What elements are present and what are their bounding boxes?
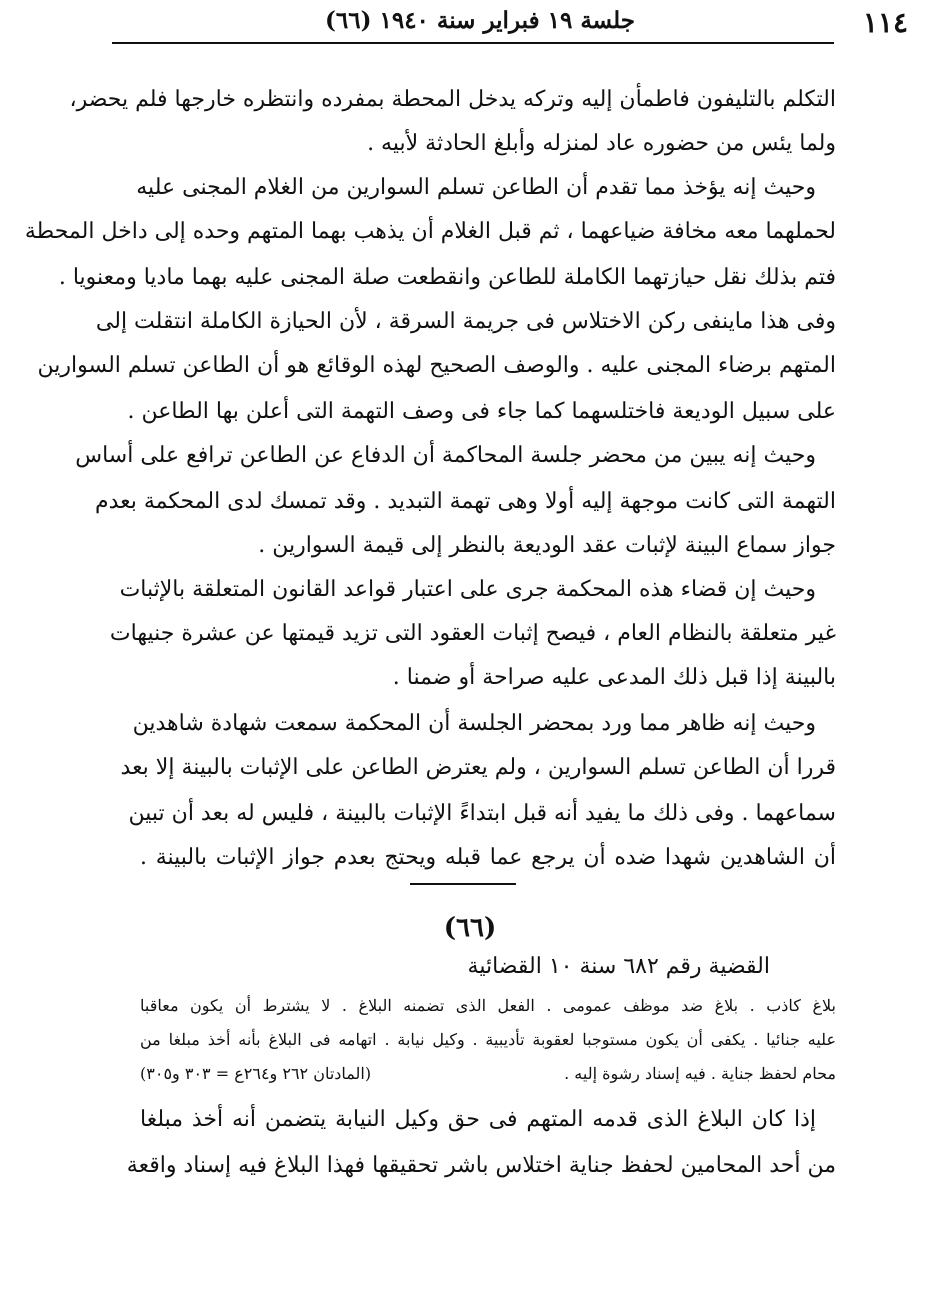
body-line: المتهم برضاء المجنى عليه . والوصف الصحيح لهذه الوقائع هو أن الطاعن تسلم السوارين [37, 353, 836, 378]
summary-text: محام لحفظ جناية . فيه إسناد رشوة إليه . [564, 1064, 836, 1083]
body-line: وفى هذا ماينفى ركن الاختلاس فى جريمة السرقة ، لأن الحيازة الكاملة انتقلت إلى [95, 309, 836, 334]
body-line: لحملهما معه مخافة ضياعهما ، ثم قبل الغلام أن يذهب بهما المتهم وحده إلى داخل المحطة [24, 219, 836, 244]
case-reference: القضية رقم ٦٨٢ سنة ١٠ القضائية [467, 954, 770, 979]
paragraph-first-line: وحيث إن قضاء هذه المحكمة جرى على اعتبار قواعد القانون المتعلقة بالإثبات [119, 577, 816, 602]
paragraph-first-line: وحيث إنه ظاهر مما ورد بمحضر الجلسة أن المحكمة سمعت شهادة شاهدين [132, 711, 816, 736]
section-divider [410, 883, 516, 885]
cited-articles: (المادتان ٢٦٢ و٢٦٤ع = ٣٠٣ و٣٠٥) [140, 1064, 372, 1083]
body-line: على سبيل الوديعة فاختلسهما كما جاء فى وصف التهمة التى أعلن بها الطاعن . [127, 399, 836, 424]
body-line: من أحد المحامين لحفظ جناية اختلاس باشر تحقيقها فهذا البلاغ فيه إسناد واقعة [126, 1153, 836, 1178]
header-rule [112, 42, 834, 44]
body-line: أن الشاهدين شهدا ضده أن يرجع عما قبله ويحتج بعدم جواز الإثبات بالبينة . [140, 845, 836, 870]
body-line: سماعهما . وفى ذلك ما يفيد أنه قبل ابتداءً الإثبات بالبينة ، فليس له بعد أن تبين [128, 801, 836, 826]
body-line: قررا أن الطاعن تسلم السوارين ، ولم يعترض الطاعن على الإثبات بالبينة إلا بعد [120, 755, 836, 780]
body-line: غير متعلقة بالنظام العام ، فيصح إثبات العقود التى تزيد قيمتها عن عشرة جنيهات [109, 621, 836, 646]
summary-line: عليه جنائيا . يكفى أن يكون مستوجبا لعقوبة تأديبية . وكيل نيابة . اتهامه فى البلاغ بأنه أخذ مبلغا من [140, 1030, 836, 1049]
body-line: ولما يئس من حضوره عاد لمنزله وأبلغ الحادثة لأبيه . [367, 131, 836, 156]
body-line: التهمة التى كانت موجهة إليه أولا وهى تهمة التبديد . وقد تمسك لدى المحكمة بعدم [94, 489, 836, 514]
running-title: جلسة ١٩ فبراير سنة ١٩٤٠ (٦٦) [324, 7, 636, 34]
summary-line: بلاغ كاذب . بلاغ ضد موظف عمومى . الفعل الذى تضمنه البلاغ . لا يشترط أن يكون معاقبا [140, 996, 836, 1015]
case-number: (٦٦) [443, 913, 497, 943]
paragraph-first-line: وحيث إنه يبين من محضر جلسة المحاكمة أن الدفاع عن الطاعن ترافع على أساس [75, 443, 816, 468]
body-line: بالبينة إذا قبل ذلك المدعى عليه صراحة أو ضمنا . [392, 665, 836, 690]
body-line: جواز سماع البينة لإثبات عقد الوديعة بالنظر إلى قيمة السوارين . [258, 533, 836, 558]
paragraph-first-line: وحيث إنه يؤخذ مما تقدم أن الطاعن تسلم السوارين من الغلام المجنى عليه [136, 175, 816, 200]
judgment-first-line: إذا كان البلاغ الذى قدمه المتهم فى حق وكيل النيابة يتضمن أنه أخذ مبلغا [140, 1107, 816, 1132]
body-line: التكلم بالتليفون فاطمأن إليه وتركه يدخل المحطة بمفرده وانتظره خارجها فلم يحضر، [69, 87, 836, 112]
page-number: ١١٤ [862, 6, 908, 39]
body-line: فتم بذلك نقل حيازتهما الكاملة للطاعن وانقطعت صلة المجنى عليه بهما ماديا ومعنويا . [58, 265, 836, 290]
summary-last-line [140, 1058, 836, 1090]
